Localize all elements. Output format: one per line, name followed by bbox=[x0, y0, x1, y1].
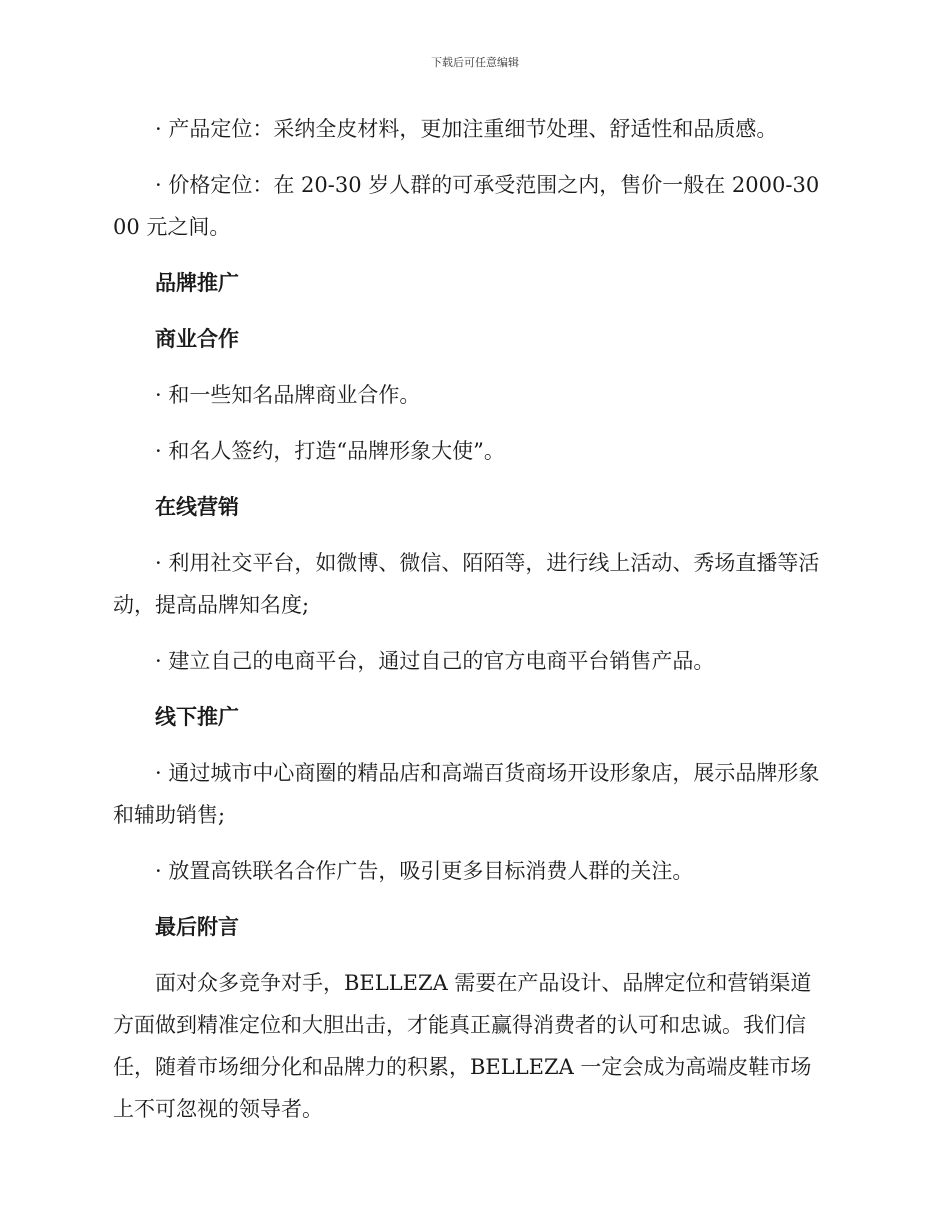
document-body bbox=[113, 108, 829, 1144]
social-platform-paragraph: · 利用社交平台，如微博、微信、陌陌等，进行线上活动、秀场直播等活动，提高品牌知名度; bbox=[113, 551, 820, 617]
brand-promotion-heading: 品牌推广 bbox=[155, 271, 239, 295]
ecommerce-platform-paragraph: · 建立自己的电商平台，通过自己的官方电商平台销售产品。 bbox=[155, 649, 715, 673]
closing-remarks-paragraph: 面对众多竞争对手，BELLEZA 需要在产品设计、品牌定位和营销渠道方面做到精准定位和大胆出击，才能真正赢得消费者的认可和忠诚。我们信任，随着市场细分化和品牌力的积累，BELLEZA 一定会成为高端皮鞋市场上不可忽视的领导者。 bbox=[113, 971, 812, 1121]
brand-cooperation-paragraph: · 和一些知名品牌商业合作。 bbox=[155, 383, 421, 407]
rail-advertising-paragraph: · 放置高铁联名合作广告，吸引更多目标消费人群的关注。 bbox=[155, 859, 694, 883]
business-cooperation-heading: 商业合作 bbox=[155, 327, 239, 351]
price-positioning-paragraph: · 价格定位：在 20-30 岁人群的可承受范围之内，售价一般在 2000-3000 元之间。 bbox=[113, 173, 820, 239]
page-header: 下载后可任意编辑 bbox=[431, 56, 519, 69]
flagship-store-paragraph: · 通过城市中心商圈的精品店和高端百货商场开设形象店，展示品牌形象和辅助销售; bbox=[113, 761, 820, 827]
product-positioning-paragraph: · 产品定位：采纳全皮材料，更加注重细节处理、舒适性和品质感。 bbox=[155, 117, 778, 141]
offline-promotion-heading: 线下推广 bbox=[155, 705, 239, 729]
online-marketing-heading: 在线营销 bbox=[155, 495, 239, 519]
closing-remarks-heading: 最后附言 bbox=[155, 915, 239, 939]
celebrity-signing-paragraph: · 和名人签约，打造“品牌形象大使”。 bbox=[155, 439, 505, 463]
